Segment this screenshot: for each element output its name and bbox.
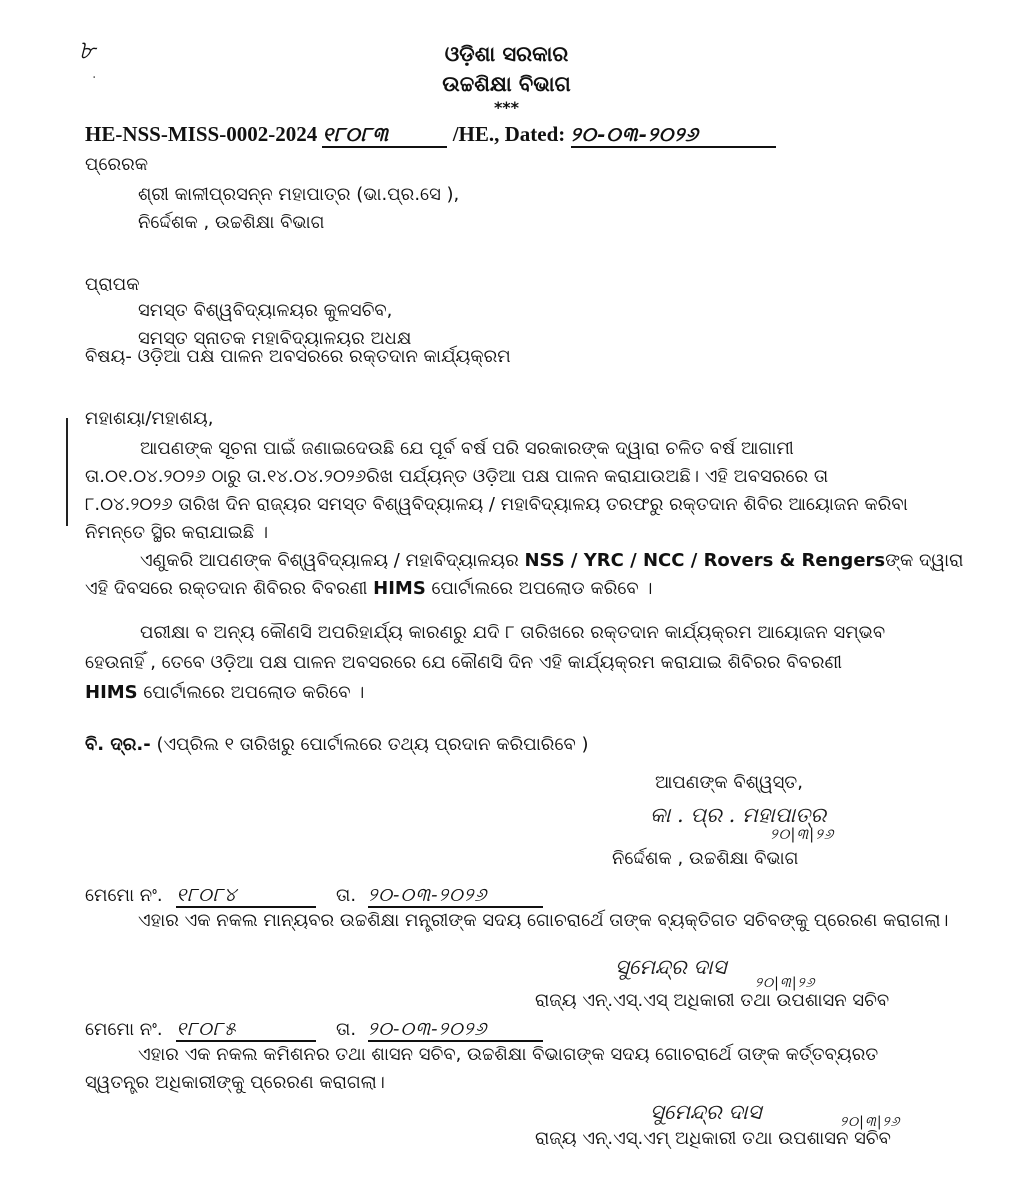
memo-2-date: ୨୦-୦୩-୨୦୨୬ [368, 1018, 543, 1042]
recipient-label: ପ୍ରାପକ [85, 274, 140, 295]
note-line [85, 734, 588, 755]
memo-2-number: ୧୮୦୮୫ [176, 1018, 316, 1042]
memo-1-date-label: ତା. [336, 885, 357, 906]
p2-hims: HIMS [373, 578, 426, 599]
sender-name: ଶ୍ରୀ କାଳୀପ୍ରସନ୍ନ ମହାପାତ୍ର (ଭା.ପ୍ର.ସେ ), [138, 184, 460, 205]
memo-2-text-line-1: ଏହାର ଏକ ନକଲ କମିଶନର ତଥା ଶାସନ ସଚିବ, ଉଚ୍ଚଶିକ୍ଷା ବିଭାଗଙ୍କ ସଦୟ ଗୋଚରାର୍ଥେ ତାଙ୍କ କର୍ତ୍ତବ୍ୟରତ [138, 1044, 879, 1065]
sender-designation: ନିର୍ଦ୍ଦେଶକ , ଉଚ୍ଚଶିକ୍ଷା ବିଭାଗ [138, 212, 325, 233]
director-designation: ନିର୍ଦ୍ଦେଶକ , ଉଚ୍ଚଶିକ୍ଷା ବିଭାଗ [612, 848, 799, 869]
corner-dot: · [92, 70, 97, 86]
closing-yours: ଆପଣଙ୍କ ବିଶ୍ୱସ୍ତ, [655, 772, 803, 793]
paragraph-3-line-3 [85, 682, 364, 703]
reference-suffix: /HE., Dated: [452, 122, 566, 146]
director-signature: କା . ପ୍ର . ମହାପାତ୍ର [650, 803, 827, 827]
p2-l2-text-c: ପୋର୍ଟାଲରେ ଅପଲୋଡ କରିବେ । [425, 578, 653, 599]
reference-line [85, 122, 776, 148]
memo-1-signature-date: ୨୦|୩|୨୬ [755, 975, 816, 991]
paragraph-3-line-1: ପରୀକ୍ଷା ବ ଅନ୍ୟ କୌଣସି ଅପରିହାର୍ଯ୍ୟ କାରଣରୁ ଯଦି ୮ ତାରିଖରେ ରକ୍ତଦାନ କାର୍ଯ୍ୟକ୍ରମ ଆୟୋଜନ ସମ୍ଭବ [140, 622, 886, 643]
paragraph-1-line-2: ତା.୦୧.୦୪.୨୦୨୬ ଠାରୁ ତା.୧୪.୦୪.୨୦୨୬ରିଖ ପର୍ଯ୍ୟନ୍ତ ଓଡ଼ିଆ ପକ୍ଷ ପାଳନ କରାଯାଉଅଛି। ଏହି ଅବସରରେ ତା [85, 466, 829, 487]
p2-text-a: ଏଣୁକରି ଆପଣଙ୍କ ବିଶ୍ୱବିଦ୍ୟାଳୟ / ମହାବିଦ୍ୟାଳୟର [140, 550, 525, 571]
memo-1-designation: ରାଜ୍ୟ ଏନ୍.ଏସ୍.ଏସ୍ ଅଧିକାରୀ ତଥା ଉପଶାସନ ସଚିବ [535, 990, 890, 1011]
memo-2-date-label: ତା. [336, 1019, 357, 1040]
memo-2-label: ମେମୋ ନଂ. [85, 1019, 163, 1040]
government-title: ଓଡ଼ିଶା ସରକାର [444, 42, 569, 66]
paragraph-1-line-1: ଆପଣଙ୍କ ସୂଚନା ପାଇଁ ଜଣାଇଦେଉଛି ଯେ ପୂର୍ବ ବର୍ଷ ପରି ସରକାରଙ୍କ ଦ୍ୱାରା ଚଳିତ ବର୍ଷ ଆଗାମୀ [140, 438, 794, 459]
margin-mark [66, 418, 68, 526]
memo-1-label: ମେମୋ ନଂ. [85, 885, 163, 906]
paragraph-1-line-3: ୮.୦୪.୨୦୨୬ ତାରିଖ ଦିନ ରାଜ୍ୟର ସମସ୍ତ ବିଶ୍ୱବିଦ୍ୟାଳୟ / ମହାବିଦ୍ୟାଳୟ ତରଫରୁ ରକ୍ତଦାନ ଶିବିର ଆୟୋଜନ କରିବା [85, 494, 908, 515]
note-text: (ଏପ୍ରିଲ ୧ ତାରିଖରୁ ପୋର୍ଟାଲରେ ତଥ୍ୟ ପ୍ରଦାନ କରିପାରିବେ ) [150, 734, 589, 755]
p2-orgs: NSS / YRC / NCC / Rovers & Rengers [524, 550, 886, 571]
memo-2-line [85, 1018, 543, 1042]
corner-handwritten-mark: ৮ [78, 36, 96, 66]
note-label: ବି. ଦ୍ର.- [85, 734, 151, 755]
sender-label: ପ୍ରେରକ [85, 154, 149, 175]
paragraph-2-line-2 [85, 578, 653, 599]
director-signature-date: ୨୦|୩|୨୬ [770, 825, 835, 843]
recipient-line-2: ସମସ୍ତ ସ୍ନାତକ ମହାବିଦ୍ୟାଳୟର ଅଧକ୍ଷ [138, 328, 412, 349]
paragraph-2-line-1 [140, 550, 963, 571]
memo-1-number: ୧୮୦୮୪ [176, 884, 316, 908]
memo-1-text: ଏହାର ଏକ ନକଲ ମାନ୍ୟବର ଉଚ୍ଚଶିକ୍ଷା ମନ୍ତ୍ରୀଙ୍କ ସଦୟ ଗୋଚରାର୍ଥେ ତାଙ୍କ ବ୍ୟକ୍ତିଗତ ସଚିବଙ୍କୁ ପ୍ରେରଣ କରାଗଲା। [138, 910, 949, 931]
paragraph-3-line-2: ହେଉନାହିଁ , ତେବେ ଓଡ଼ିଆ ପକ୍ଷ ପାଳନ ଅବସରରେ ଯେ କୌଣସି ଦିନ ଏହି କାର୍ଯ୍ୟକ୍ରମ କରାଯାଇ ଶିବିରର ବିବରଣୀ [85, 652, 843, 673]
p2-text-c: ଙ୍କ ଦ୍ୱାରା [885, 550, 964, 571]
p3-hims: HIMS [85, 682, 138, 703]
memo-2-text-line-2: ସ୍ୱତନ୍ତ୍ର ଅଧିକାରୀଙ୍କୁ ପ୍ରେରଣ କରାଗଲା। [85, 1072, 385, 1093]
memo-1-signature: ସୁମେନ୍ଦ୍ର ଦାସ [615, 955, 727, 979]
salutation: ମହାଶୟା/ମହାଶୟ, [85, 408, 214, 429]
subject-line: ବିଷୟ- ଓଡ଼ିଆ ପକ୍ଷ ପାଳନ ଅବସରରେ ରକ୍ତଦାନ କାର୍ଯ୍ୟକ୍ରମ [85, 346, 511, 367]
memo-1-date: ୨୦-୦୩-୨୦୨୬ [368, 884, 543, 908]
memo-2-designation: ରାଜ୍ୟ ଏନ୍.ଏସ୍.ଏମ୍ ଅଧିକାରୀ ତଥା ଉପଶାସନ ସଚିବ [535, 1128, 891, 1149]
paragraph-1-line-4: ନିମନ୍ତେ ସ୍ଥିର କରାଯାଇଛି । [85, 522, 269, 543]
p2-l2-text-a: ଏହି ଦିବସରେ ରକ୍ତଦାନ ଶିବିରର ବିବରଣୀ [85, 578, 374, 599]
recipient-line-1: ସମସ୍ତ ବିଶ୍ୱବିଦ୍ୟାଳୟର କୁଳସଚିବ, [138, 300, 393, 321]
reference-number: ୧୮୦୮୩ [322, 122, 447, 148]
header-stars: *** [493, 98, 520, 117]
memo-2-signature-date: ୨୦|୩|୨୬ [840, 1114, 901, 1130]
p3-text: ପୋର୍ଟାଲରେ ଅପଲୋଡ କରିବେ । [137, 682, 365, 703]
department-title: ଉଚ୍ଚଶିକ୍ଷା ବିଭାଗ [442, 72, 571, 96]
memo-2-signature: ସୁମେନ୍ଦ୍ର ଦାସ [650, 1100, 762, 1124]
memo-1-line [85, 884, 543, 908]
reference-prefix: HE-NSS-MISS-0002-2024 [85, 122, 318, 146]
reference-date: ୨୦-୦୩-୨୦୨୬ [571, 122, 776, 148]
